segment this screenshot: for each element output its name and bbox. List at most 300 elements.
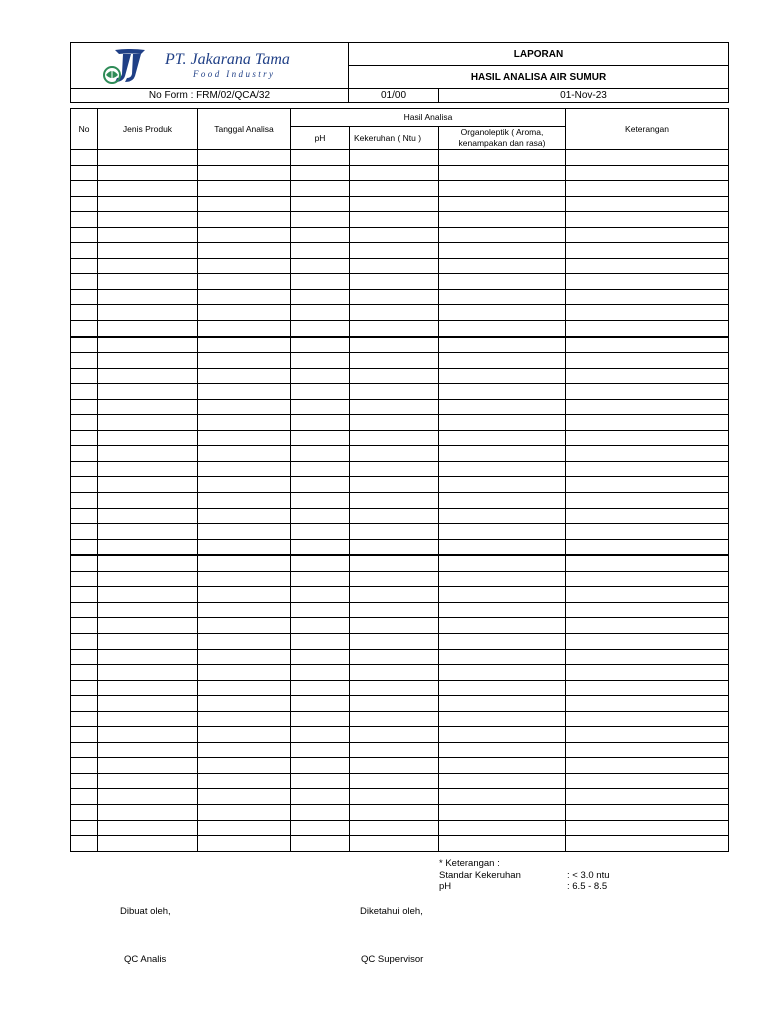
table-cell[interactable] [71, 150, 98, 166]
table-cell[interactable] [71, 742, 98, 758]
table-cell[interactable] [439, 321, 566, 337]
table-cell[interactable] [98, 165, 198, 181]
table-cell[interactable] [350, 773, 439, 789]
table-cell[interactable] [98, 555, 198, 571]
table-cell[interactable] [98, 773, 198, 789]
table-cell[interactable] [198, 618, 291, 634]
table-cell[interactable] [98, 477, 198, 493]
table-cell[interactable] [350, 711, 439, 727]
table-cell[interactable] [98, 368, 198, 384]
table-cell[interactable] [98, 711, 198, 727]
table-cell[interactable] [291, 212, 350, 228]
table-cell[interactable] [98, 804, 198, 820]
table-cell[interactable] [71, 633, 98, 649]
table-cell[interactable] [439, 150, 566, 166]
table-cell[interactable] [291, 649, 350, 665]
table-cell[interactable] [350, 305, 439, 321]
table-cell[interactable] [71, 384, 98, 400]
table-cell[interactable] [350, 165, 439, 181]
table-cell[interactable] [291, 555, 350, 571]
table-cell[interactable] [71, 820, 98, 836]
table-cell[interactable] [439, 165, 566, 181]
table-cell[interactable] [439, 680, 566, 696]
table-cell[interactable] [291, 789, 350, 805]
table-cell[interactable] [291, 571, 350, 587]
table-cell[interactable] [198, 165, 291, 181]
table-cell[interactable] [98, 274, 198, 290]
table-cell[interactable] [439, 289, 566, 305]
table-cell[interactable] [198, 196, 291, 212]
table-cell[interactable] [98, 820, 198, 836]
table-cell[interactable] [98, 212, 198, 228]
table-cell[interactable] [439, 181, 566, 197]
table-cell[interactable] [439, 665, 566, 681]
table-cell[interactable] [566, 181, 729, 197]
table-cell[interactable] [439, 446, 566, 462]
table-cell[interactable] [71, 696, 98, 712]
table-cell[interactable] [98, 196, 198, 212]
table-cell[interactable] [439, 415, 566, 431]
table-cell[interactable] [566, 196, 729, 212]
table-cell[interactable] [98, 430, 198, 446]
table-cell[interactable] [198, 727, 291, 743]
table-cell[interactable] [566, 446, 729, 462]
table-cell[interactable] [439, 430, 566, 446]
table-cell[interactable] [71, 618, 98, 634]
table-cell[interactable] [198, 633, 291, 649]
table-cell[interactable] [98, 633, 198, 649]
table-cell[interactable] [291, 508, 350, 524]
table-cell[interactable] [439, 555, 566, 571]
table-cell[interactable] [350, 618, 439, 634]
table-cell[interactable] [198, 539, 291, 555]
table-cell[interactable] [350, 539, 439, 555]
table-cell[interactable] [566, 337, 729, 353]
table-cell[interactable] [350, 524, 439, 540]
table-cell[interactable] [350, 804, 439, 820]
table-cell[interactable] [71, 227, 98, 243]
table-cell[interactable] [291, 618, 350, 634]
table-cell[interactable] [71, 680, 98, 696]
table-cell[interactable] [566, 289, 729, 305]
table-cell[interactable] [291, 804, 350, 820]
table-cell[interactable] [350, 446, 439, 462]
table-cell[interactable] [350, 820, 439, 836]
table-cell[interactable] [71, 368, 98, 384]
table-cell[interactable] [71, 258, 98, 274]
table-cell[interactable] [98, 836, 198, 852]
table-cell[interactable] [98, 384, 198, 400]
table-cell[interactable] [566, 649, 729, 665]
table-cell[interactable] [566, 758, 729, 774]
table-cell[interactable] [71, 461, 98, 477]
table-cell[interactable] [350, 696, 439, 712]
table-cell[interactable] [566, 399, 729, 415]
table-cell[interactable] [566, 680, 729, 696]
table-cell[interactable] [439, 633, 566, 649]
table-cell[interactable] [566, 321, 729, 337]
table-cell[interactable] [291, 773, 350, 789]
table-cell[interactable] [198, 212, 291, 228]
table-cell[interactable] [98, 742, 198, 758]
table-cell[interactable] [350, 150, 439, 166]
table-cell[interactable] [98, 618, 198, 634]
table-cell[interactable] [439, 539, 566, 555]
table-cell[interactable] [98, 493, 198, 509]
table-cell[interactable] [439, 384, 566, 400]
table-cell[interactable] [566, 384, 729, 400]
table-cell[interactable] [291, 461, 350, 477]
table-cell[interactable] [198, 461, 291, 477]
table-cell[interactable] [198, 305, 291, 321]
table-cell[interactable] [291, 384, 350, 400]
table-cell[interactable] [439, 618, 566, 634]
table-cell[interactable] [350, 461, 439, 477]
table-cell[interactable] [566, 415, 729, 431]
table-cell[interactable] [71, 337, 98, 353]
table-cell[interactable] [566, 461, 729, 477]
table-cell[interactable] [71, 181, 98, 197]
table-cell[interactable] [566, 227, 729, 243]
table-cell[interactable] [566, 665, 729, 681]
table-cell[interactable] [71, 508, 98, 524]
table-cell[interactable] [98, 150, 198, 166]
table-cell[interactable] [439, 727, 566, 743]
table-cell[interactable] [198, 258, 291, 274]
table-cell[interactable] [198, 711, 291, 727]
table-cell[interactable] [291, 602, 350, 618]
table-cell[interactable] [291, 243, 350, 259]
table-cell[interactable] [350, 680, 439, 696]
table-cell[interactable] [350, 321, 439, 337]
table-cell[interactable] [566, 555, 729, 571]
table-cell[interactable] [439, 196, 566, 212]
table-cell[interactable] [198, 274, 291, 290]
table-cell[interactable] [198, 587, 291, 603]
table-cell[interactable] [566, 804, 729, 820]
table-cell[interactable] [98, 539, 198, 555]
table-cell[interactable] [350, 196, 439, 212]
table-cell[interactable] [291, 196, 350, 212]
table-cell[interactable] [350, 337, 439, 353]
table-cell[interactable] [198, 368, 291, 384]
table-cell[interactable] [198, 289, 291, 305]
table-cell[interactable] [291, 181, 350, 197]
table-cell[interactable] [291, 430, 350, 446]
table-cell[interactable] [291, 587, 350, 603]
table-cell[interactable] [71, 665, 98, 681]
table-cell[interactable] [350, 649, 439, 665]
table-cell[interactable] [566, 212, 729, 228]
table-cell[interactable] [350, 353, 439, 369]
table-cell[interactable] [198, 820, 291, 836]
table-cell[interactable] [198, 446, 291, 462]
table-cell[interactable] [198, 384, 291, 400]
table-cell[interactable] [566, 150, 729, 166]
table-cell[interactable] [566, 493, 729, 509]
table-cell[interactable] [98, 508, 198, 524]
table-cell[interactable] [71, 243, 98, 259]
table-cell[interactable] [98, 461, 198, 477]
table-cell[interactable] [71, 321, 98, 337]
table-cell[interactable] [566, 789, 729, 805]
table-cell[interactable] [98, 789, 198, 805]
table-cell[interactable] [98, 337, 198, 353]
table-cell[interactable] [71, 415, 98, 431]
table-cell[interactable] [198, 415, 291, 431]
table-cell[interactable] [71, 555, 98, 571]
table-cell[interactable] [566, 742, 729, 758]
table-cell[interactable] [98, 321, 198, 337]
table-cell[interactable] [71, 353, 98, 369]
table-cell[interactable] [566, 477, 729, 493]
table-cell[interactable] [198, 353, 291, 369]
table-cell[interactable] [439, 399, 566, 415]
table-cell[interactable] [439, 508, 566, 524]
table-cell[interactable] [98, 353, 198, 369]
table-cell[interactable] [566, 274, 729, 290]
table-cell[interactable] [566, 524, 729, 540]
table-cell[interactable] [350, 274, 439, 290]
table-cell[interactable] [98, 727, 198, 743]
table-cell[interactable] [71, 196, 98, 212]
table-cell[interactable] [291, 227, 350, 243]
table-cell[interactable] [566, 836, 729, 852]
table-cell[interactable] [291, 727, 350, 743]
table-cell[interactable] [439, 711, 566, 727]
table-cell[interactable] [98, 243, 198, 259]
table-cell[interactable] [71, 539, 98, 555]
table-cell[interactable] [71, 212, 98, 228]
table-cell[interactable] [350, 587, 439, 603]
table-cell[interactable] [291, 711, 350, 727]
table-cell[interactable] [71, 524, 98, 540]
table-cell[interactable] [291, 820, 350, 836]
table-cell[interactable] [291, 321, 350, 337]
table-cell[interactable] [291, 539, 350, 555]
table-cell[interactable] [566, 820, 729, 836]
table-cell[interactable] [98, 571, 198, 587]
table-cell[interactable] [350, 555, 439, 571]
table-cell[interactable] [439, 305, 566, 321]
table-cell[interactable] [439, 461, 566, 477]
table-cell[interactable] [198, 758, 291, 774]
table-cell[interactable] [439, 742, 566, 758]
table-cell[interactable] [439, 368, 566, 384]
table-cell[interactable] [350, 212, 439, 228]
table-cell[interactable] [198, 150, 291, 166]
table-cell[interactable] [198, 571, 291, 587]
table-cell[interactable] [71, 493, 98, 509]
table-cell[interactable] [566, 368, 729, 384]
table-cell[interactable] [566, 353, 729, 369]
table-cell[interactable] [439, 649, 566, 665]
table-cell[interactable] [350, 727, 439, 743]
table-cell[interactable] [350, 571, 439, 587]
table-cell[interactable] [291, 836, 350, 852]
table-cell[interactable] [198, 665, 291, 681]
table-cell[interactable] [71, 289, 98, 305]
table-cell[interactable] [71, 477, 98, 493]
table-cell[interactable] [439, 477, 566, 493]
table-cell[interactable] [291, 150, 350, 166]
table-cell[interactable] [98, 181, 198, 197]
table-cell[interactable] [350, 477, 439, 493]
table-cell[interactable] [566, 602, 729, 618]
table-cell[interactable] [439, 524, 566, 540]
table-cell[interactable] [198, 477, 291, 493]
table-cell[interactable] [71, 836, 98, 852]
table-cell[interactable] [350, 384, 439, 400]
table-cell[interactable] [439, 243, 566, 259]
table-cell[interactable] [439, 820, 566, 836]
table-cell[interactable] [98, 696, 198, 712]
table-cell[interactable] [198, 430, 291, 446]
table-cell[interactable] [350, 430, 439, 446]
table-cell[interactable] [291, 446, 350, 462]
table-cell[interactable] [566, 773, 729, 789]
table-cell[interactable] [350, 789, 439, 805]
table-cell[interactable] [71, 587, 98, 603]
table-cell[interactable] [198, 742, 291, 758]
table-cell[interactable] [98, 665, 198, 681]
table-cell[interactable] [350, 742, 439, 758]
table-cell[interactable] [98, 680, 198, 696]
table-cell[interactable] [291, 305, 350, 321]
table-cell[interactable] [566, 633, 729, 649]
table-cell[interactable] [350, 508, 439, 524]
table-cell[interactable] [350, 415, 439, 431]
table-cell[interactable] [566, 696, 729, 712]
table-cell[interactable] [566, 587, 729, 603]
table-cell[interactable] [98, 399, 198, 415]
table-cell[interactable] [71, 571, 98, 587]
table-cell[interactable] [291, 665, 350, 681]
table-cell[interactable] [566, 618, 729, 634]
table-cell[interactable] [439, 274, 566, 290]
table-cell[interactable] [98, 258, 198, 274]
table-cell[interactable] [291, 477, 350, 493]
table-cell[interactable] [291, 274, 350, 290]
table-cell[interactable] [439, 602, 566, 618]
table-cell[interactable] [198, 227, 291, 243]
table-cell[interactable] [350, 258, 439, 274]
table-cell[interactable] [71, 758, 98, 774]
table-cell[interactable] [291, 758, 350, 774]
table-cell[interactable] [439, 696, 566, 712]
table-cell[interactable] [71, 602, 98, 618]
table-cell[interactable] [291, 337, 350, 353]
table-cell[interactable] [439, 353, 566, 369]
table-cell[interactable] [291, 258, 350, 274]
table-cell[interactable] [71, 804, 98, 820]
table-cell[interactable] [566, 727, 729, 743]
table-cell[interactable] [98, 602, 198, 618]
table-cell[interactable] [566, 165, 729, 181]
table-cell[interactable] [291, 696, 350, 712]
table-cell[interactable] [291, 493, 350, 509]
table-cell[interactable] [291, 633, 350, 649]
table-cell[interactable] [350, 243, 439, 259]
table-cell[interactable] [98, 446, 198, 462]
table-cell[interactable] [439, 758, 566, 774]
table-cell[interactable] [198, 555, 291, 571]
table-cell[interactable] [98, 587, 198, 603]
table-cell[interactable] [71, 274, 98, 290]
table-cell[interactable] [439, 804, 566, 820]
table-cell[interactable] [198, 337, 291, 353]
table-cell[interactable] [566, 258, 729, 274]
table-cell[interactable] [350, 633, 439, 649]
table-cell[interactable] [566, 508, 729, 524]
table-cell[interactable] [198, 804, 291, 820]
table-cell[interactable] [198, 649, 291, 665]
table-cell[interactable] [98, 758, 198, 774]
table-cell[interactable] [291, 399, 350, 415]
table-cell[interactable] [291, 289, 350, 305]
table-cell[interactable] [439, 493, 566, 509]
table-cell[interactable] [198, 508, 291, 524]
table-cell[interactable] [198, 243, 291, 259]
table-cell[interactable] [71, 727, 98, 743]
table-cell[interactable] [198, 836, 291, 852]
table-cell[interactable] [350, 602, 439, 618]
table-cell[interactable] [566, 539, 729, 555]
table-cell[interactable] [439, 212, 566, 228]
table-cell[interactable] [71, 711, 98, 727]
table-cell[interactable] [198, 399, 291, 415]
table-cell[interactable] [566, 711, 729, 727]
table-cell[interactable] [291, 680, 350, 696]
table-cell[interactable] [350, 665, 439, 681]
table-cell[interactable] [198, 680, 291, 696]
table-cell[interactable] [566, 305, 729, 321]
table-cell[interactable] [350, 289, 439, 305]
table-cell[interactable] [71, 305, 98, 321]
table-cell[interactable] [350, 399, 439, 415]
table-cell[interactable] [198, 773, 291, 789]
table-cell[interactable] [98, 524, 198, 540]
table-cell[interactable] [439, 258, 566, 274]
table-cell[interactable] [291, 165, 350, 181]
table-cell[interactable] [71, 446, 98, 462]
table-cell[interactable] [198, 524, 291, 540]
table-cell[interactable] [439, 337, 566, 353]
table-cell[interactable] [439, 773, 566, 789]
table-cell[interactable] [71, 649, 98, 665]
table-cell[interactable] [71, 773, 98, 789]
table-cell[interactable] [198, 602, 291, 618]
table-cell[interactable] [198, 493, 291, 509]
table-cell[interactable] [439, 571, 566, 587]
table-cell[interactable] [439, 227, 566, 243]
table-cell[interactable] [198, 789, 291, 805]
table-cell[interactable] [439, 836, 566, 852]
table-cell[interactable] [198, 321, 291, 337]
table-cell[interactable] [350, 227, 439, 243]
table-cell[interactable] [566, 571, 729, 587]
table-cell[interactable] [198, 696, 291, 712]
table-cell[interactable] [350, 181, 439, 197]
table-cell[interactable] [71, 165, 98, 181]
table-cell[interactable] [71, 789, 98, 805]
table-cell[interactable] [566, 430, 729, 446]
table-cell[interactable] [350, 758, 439, 774]
table-cell[interactable] [71, 430, 98, 446]
table-cell[interactable] [350, 836, 439, 852]
table-cell[interactable] [98, 289, 198, 305]
table-cell[interactable] [439, 587, 566, 603]
